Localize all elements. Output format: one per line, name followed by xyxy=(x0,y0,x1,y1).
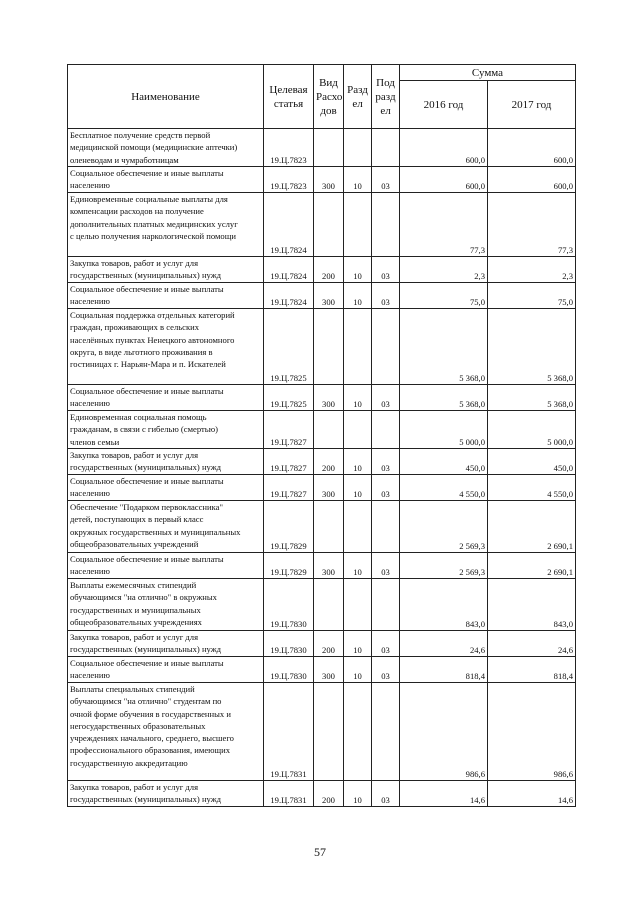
row-section: 10 xyxy=(344,385,372,411)
table-row xyxy=(68,683,576,781)
row-name: Социальное обеспечение и иные выплаты населению xyxy=(68,475,264,501)
row-section xyxy=(344,579,372,631)
header-2017: 2017 год xyxy=(488,81,576,129)
row-kind xyxy=(314,129,344,167)
row-sum-2016: 986,6 xyxy=(400,683,488,781)
row-sum-2017: 4 550,0 xyxy=(488,475,576,501)
header-subsection: Под разд ел xyxy=(372,65,400,129)
row-sum-2016: 818,4 xyxy=(400,657,488,683)
row-sum-2017: 2,3 xyxy=(488,257,576,283)
row-kind: 200 xyxy=(314,631,344,657)
row-section: 10 xyxy=(344,475,372,501)
row-kind: 300 xyxy=(314,553,344,579)
row-sum-2016: 24,6 xyxy=(400,631,488,657)
table-row xyxy=(68,309,576,385)
row-section: 10 xyxy=(344,657,372,683)
row-section xyxy=(344,129,372,167)
header-sum: Сумма xyxy=(400,65,576,81)
row-target: 19.Ц.7827 xyxy=(264,449,314,475)
row-target: 19.Ц.7830 xyxy=(264,631,314,657)
row-target: 19.Ц.7830 xyxy=(264,657,314,683)
row-section xyxy=(344,411,372,449)
row-section xyxy=(344,309,372,385)
row-sum-2016: 77,3 xyxy=(400,193,488,257)
row-subsection: 03 xyxy=(372,657,400,683)
row-sum-2016: 5 368,0 xyxy=(400,309,488,385)
row-subsection xyxy=(372,411,400,449)
row-name: Социальное обеспечение и иные выплаты населению xyxy=(68,283,264,309)
row-sum-2017: 77,3 xyxy=(488,193,576,257)
row-name: Закупка товаров, работ и услуг для государственных (муниципальных) нужд xyxy=(68,781,264,807)
header-section: Разд ел xyxy=(344,65,372,129)
row-section: 10 xyxy=(344,449,372,475)
row-kind: 300 xyxy=(314,657,344,683)
row-sum-2017: 843,0 xyxy=(488,579,576,631)
row-name: Выплаты специальных стипендий обучающимся "на отлично" студентам по очной форме обучения в государственных и негосударственных образовательных учреждениях начального, среднего, высшего профессионального образования, имеющих государственную аккредитацию xyxy=(68,683,264,781)
row-sum-2016: 4 550,0 xyxy=(400,475,488,501)
row-name: Социальное обеспечение и иные выплаты населению xyxy=(68,385,264,411)
row-section: 10 xyxy=(344,167,372,193)
row-name: Закупка товаров, работ и услуг для государственных (муниципальных) нужд xyxy=(68,631,264,657)
row-kind xyxy=(314,193,344,257)
row-target: 19.Ц.7823 xyxy=(264,129,314,167)
table-row xyxy=(68,411,576,449)
row-subsection: 03 xyxy=(372,553,400,579)
table-row xyxy=(68,129,576,167)
row-subsection xyxy=(372,309,400,385)
row-sum-2016: 75,0 xyxy=(400,283,488,309)
row-target: 19.Ц.7831 xyxy=(264,781,314,807)
table-row xyxy=(68,193,576,257)
table-row xyxy=(68,553,576,579)
row-name: Социальное обеспечение и иные выплаты населению xyxy=(68,657,264,683)
row-sum-2016: 2 569,3 xyxy=(400,553,488,579)
row-subsection xyxy=(372,129,400,167)
row-subsection: 03 xyxy=(372,781,400,807)
row-target: 19.Ц.7829 xyxy=(264,501,314,553)
row-sum-2017: 600,0 xyxy=(488,129,576,167)
row-subsection: 03 xyxy=(372,385,400,411)
row-kind xyxy=(314,579,344,631)
row-name: Закупка товаров, работ и услуг для государственных (муниципальных) нужд xyxy=(68,449,264,475)
table-row xyxy=(68,167,576,193)
row-name: Единовременная социальная помощь гражданам, в связи с гибелью (смертью) членов семьи xyxy=(68,411,264,449)
table-row xyxy=(68,501,576,553)
row-subsection xyxy=(372,579,400,631)
row-subsection: 03 xyxy=(372,631,400,657)
row-subsection xyxy=(372,193,400,257)
row-kind: 200 xyxy=(314,257,344,283)
row-sum-2017: 5 000,0 xyxy=(488,411,576,449)
row-subsection: 03 xyxy=(372,475,400,501)
row-sum-2016: 843,0 xyxy=(400,579,488,631)
row-sum-2017: 14,6 xyxy=(488,781,576,807)
table-row xyxy=(68,283,576,309)
table-row xyxy=(68,781,576,807)
row-section xyxy=(344,501,372,553)
table-row xyxy=(68,385,576,411)
row-sum-2016: 2 569,3 xyxy=(400,501,488,553)
row-kind: 300 xyxy=(314,283,344,309)
row-subsection xyxy=(372,501,400,553)
row-target: 19.Ц.7824 xyxy=(264,283,314,309)
row-sum-2017: 818,4 xyxy=(488,657,576,683)
row-sum-2016: 600,0 xyxy=(400,167,488,193)
row-kind xyxy=(314,683,344,781)
header-target: Целевая статья xyxy=(264,65,314,129)
row-target: 19.Ц.7827 xyxy=(264,411,314,449)
page-number: 57 xyxy=(314,845,326,859)
row-sum-2017: 2 690,1 xyxy=(488,553,576,579)
row-target: 19.Ц.7825 xyxy=(264,309,314,385)
row-kind: 300 xyxy=(314,167,344,193)
row-name: Единовременные социальные выплаты для компенсации расходов на получение дополнительных платных медицинских услуг с целью получения наркологической помощи xyxy=(68,193,264,257)
row-section xyxy=(344,683,372,781)
row-sum-2017: 600,0 xyxy=(488,167,576,193)
row-section: 10 xyxy=(344,781,372,807)
row-sum-2016: 5 368,0 xyxy=(400,385,488,411)
row-sum-2016: 600,0 xyxy=(400,129,488,167)
row-section: 10 xyxy=(344,631,372,657)
row-sum-2017: 75,0 xyxy=(488,283,576,309)
row-name: Социальная поддержка отдельных категорий граждан, проживающих в сельских населённых пунктах Ненецкого автономного округа, в виде льготного проживания в гостиницах г. Нарьян-Мара и п. Искателей xyxy=(68,309,264,385)
row-sum-2017: 450,0 xyxy=(488,449,576,475)
row-sum-2017: 5 368,0 xyxy=(488,309,576,385)
row-name: Обеспечение "Подарком первоклассника" детей, поступающих в первый класс окружных государственных и муниципальных общеобразовательных учреждений xyxy=(68,501,264,553)
row-sum-2017: 24,6 xyxy=(488,631,576,657)
row-subsection xyxy=(372,683,400,781)
table-row xyxy=(68,631,576,657)
row-kind: 300 xyxy=(314,475,344,501)
header-2016: 2016 год xyxy=(400,81,488,129)
row-section: 10 xyxy=(344,257,372,283)
header-kind: Вид Расхо дов xyxy=(314,65,344,129)
row-kind: 300 xyxy=(314,385,344,411)
row-target: 19.Ц.7825 xyxy=(264,385,314,411)
row-subsection: 03 xyxy=(372,283,400,309)
row-target: 19.Ц.7824 xyxy=(264,257,314,283)
row-target: 19.Ц.7827 xyxy=(264,475,314,501)
table-row xyxy=(68,579,576,631)
row-name: Социальное обеспечение и иные выплаты населению xyxy=(68,167,264,193)
row-target: 19.Ц.7831 xyxy=(264,683,314,781)
row-sum-2016: 14,6 xyxy=(400,781,488,807)
row-name: Социальное обеспечение и иные выплаты населению xyxy=(68,553,264,579)
row-target: 19.Ц.7823 xyxy=(264,167,314,193)
table-row xyxy=(68,657,576,683)
row-sum-2016: 2,3 xyxy=(400,257,488,283)
header-name: Наименование xyxy=(68,65,264,129)
row-target: 19.Ц.7829 xyxy=(264,553,314,579)
row-sum-2017: 986,6 xyxy=(488,683,576,781)
row-target: 19.Ц.7830 xyxy=(264,579,314,631)
row-sum-2017: 5 368,0 xyxy=(488,385,576,411)
table-row xyxy=(68,449,576,475)
row-subsection: 03 xyxy=(372,257,400,283)
row-name: Бесплатное получение средств первой медицинской помощи (медицинские аптечки) оленеводам и чумработницам xyxy=(68,129,264,167)
row-name: Закупка товаров, работ и услуг для государственных (муниципальных) нужд xyxy=(68,257,264,283)
row-kind xyxy=(314,309,344,385)
budget-table xyxy=(67,64,576,807)
row-subsection: 03 xyxy=(372,167,400,193)
row-section xyxy=(344,193,372,257)
row-section: 10 xyxy=(344,283,372,309)
row-name: Выплаты ежемесячных стипендий обучающимся "на отлично" в окружных государственных и муниципальных общеобразовательных учреждениях xyxy=(68,579,264,631)
row-sum-2016: 5 000,0 xyxy=(400,411,488,449)
row-subsection: 03 xyxy=(372,449,400,475)
row-sum-2016: 450,0 xyxy=(400,449,488,475)
row-kind: 200 xyxy=(314,449,344,475)
budget-table-sheet xyxy=(67,64,575,807)
row-kind: 200 xyxy=(314,781,344,807)
row-section: 10 xyxy=(344,553,372,579)
row-kind xyxy=(314,411,344,449)
row-kind xyxy=(314,501,344,553)
row-target: 19.Ц.7824 xyxy=(264,193,314,257)
table-row xyxy=(68,475,576,501)
row-sum-2017: 2 690,1 xyxy=(488,501,576,553)
table-row xyxy=(68,257,576,283)
